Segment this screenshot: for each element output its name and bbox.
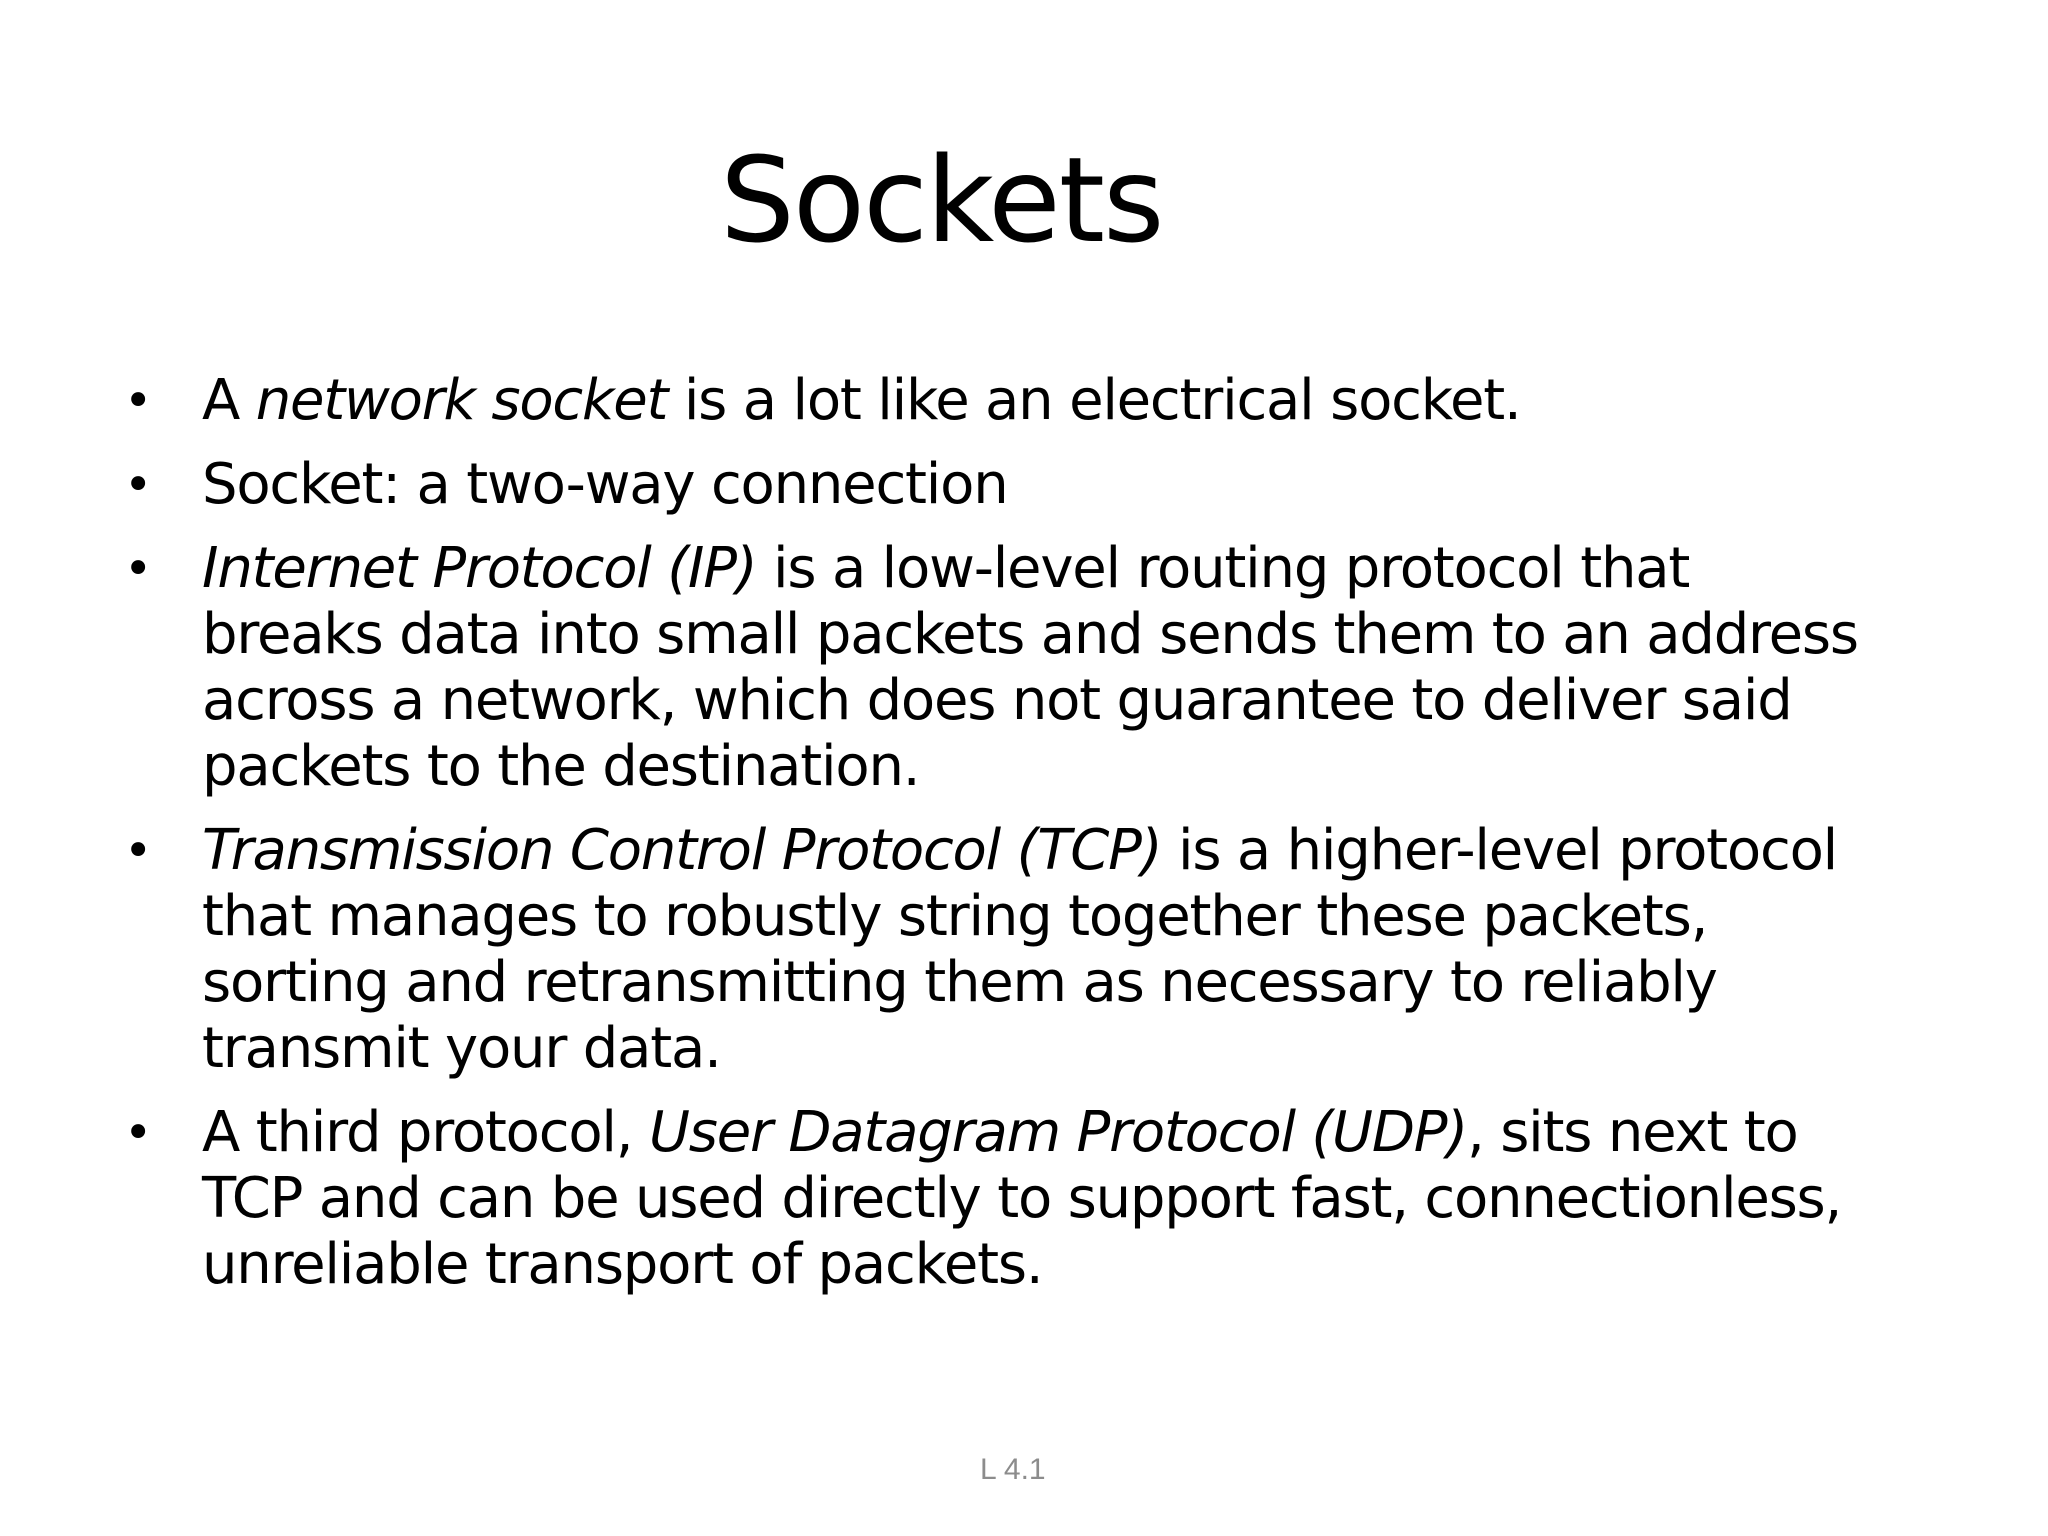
bullet-text: TCP and can be used directly to support fast, connectionless, bbox=[202, 1166, 1842, 1231]
bullet-text: Socket: a two-way connection bbox=[202, 452, 1008, 517]
bullet-text: sorting and retransmitting them as necessary to reliably bbox=[202, 950, 1717, 1015]
bullet-text: breaks data into small packets and sends them to an address bbox=[202, 602, 1858, 667]
emphasized-term: User Datagram Protocol (UDP) bbox=[648, 1100, 1467, 1165]
emphasized-term: Transmission Control Protocol (TCP) bbox=[202, 818, 1162, 883]
bullet-text: A third protocol, bbox=[202, 1100, 649, 1165]
bullet-line bbox=[202, 452, 1960, 518]
bullet-dot-icon: • bbox=[124, 1105, 153, 1161]
bullet-line bbox=[202, 1016, 1960, 1082]
bullet-line bbox=[202, 1100, 1960, 1166]
bullet-text: across a network, which does not guarantee to deliver said bbox=[202, 668, 1792, 733]
emphasized-term: Internet Protocol (IP) bbox=[202, 536, 757, 601]
bullet-line bbox=[202, 602, 1960, 668]
bullet-text: unreliable transport of packets. bbox=[202, 1232, 1043, 1297]
bullet-text: is a higher-level protocol bbox=[1161, 818, 1837, 883]
bullet-line bbox=[202, 1166, 1960, 1232]
bullet-text: is a lot like an electrical socket. bbox=[667, 368, 1521, 433]
bullet-line bbox=[202, 818, 1960, 884]
bullet-dot-icon: • bbox=[124, 823, 153, 879]
bullet-list bbox=[120, 368, 1960, 1316]
bullet-line bbox=[202, 536, 1960, 602]
bullet-text: packets to the destination. bbox=[202, 734, 920, 799]
bullet-dot-icon: • bbox=[124, 457, 153, 513]
bullet-dot-icon: • bbox=[124, 541, 153, 597]
slide-title: Sockets bbox=[720, 131, 1163, 269]
bullet-item bbox=[120, 818, 1960, 1082]
bullet-line bbox=[202, 734, 1960, 800]
bullet-line bbox=[202, 368, 1960, 434]
bullet-text: A bbox=[202, 368, 256, 433]
bullet-line bbox=[202, 950, 1960, 1016]
bullet-item bbox=[120, 536, 1960, 800]
bullet-text: , sits next to bbox=[1467, 1100, 1798, 1165]
emphasized-term: network socket bbox=[255, 368, 668, 433]
bullet-item bbox=[120, 368, 1960, 434]
bullet-line bbox=[202, 884, 1960, 950]
bullet-line bbox=[202, 1232, 1960, 1298]
bullet-line bbox=[202, 668, 1960, 734]
bullet-dot-icon: • bbox=[124, 373, 153, 429]
bullet-text: transmit your data. bbox=[202, 1016, 721, 1081]
bullet-item bbox=[120, 452, 1960, 518]
bullet-item bbox=[120, 1100, 1960, 1298]
bullet-text: is a low-level routing protocol that bbox=[756, 536, 1690, 601]
bullet-text: that manages to robustly string together these packets, bbox=[202, 884, 1708, 949]
slide-footer: L 4.1 bbox=[980, 1453, 1046, 1486]
